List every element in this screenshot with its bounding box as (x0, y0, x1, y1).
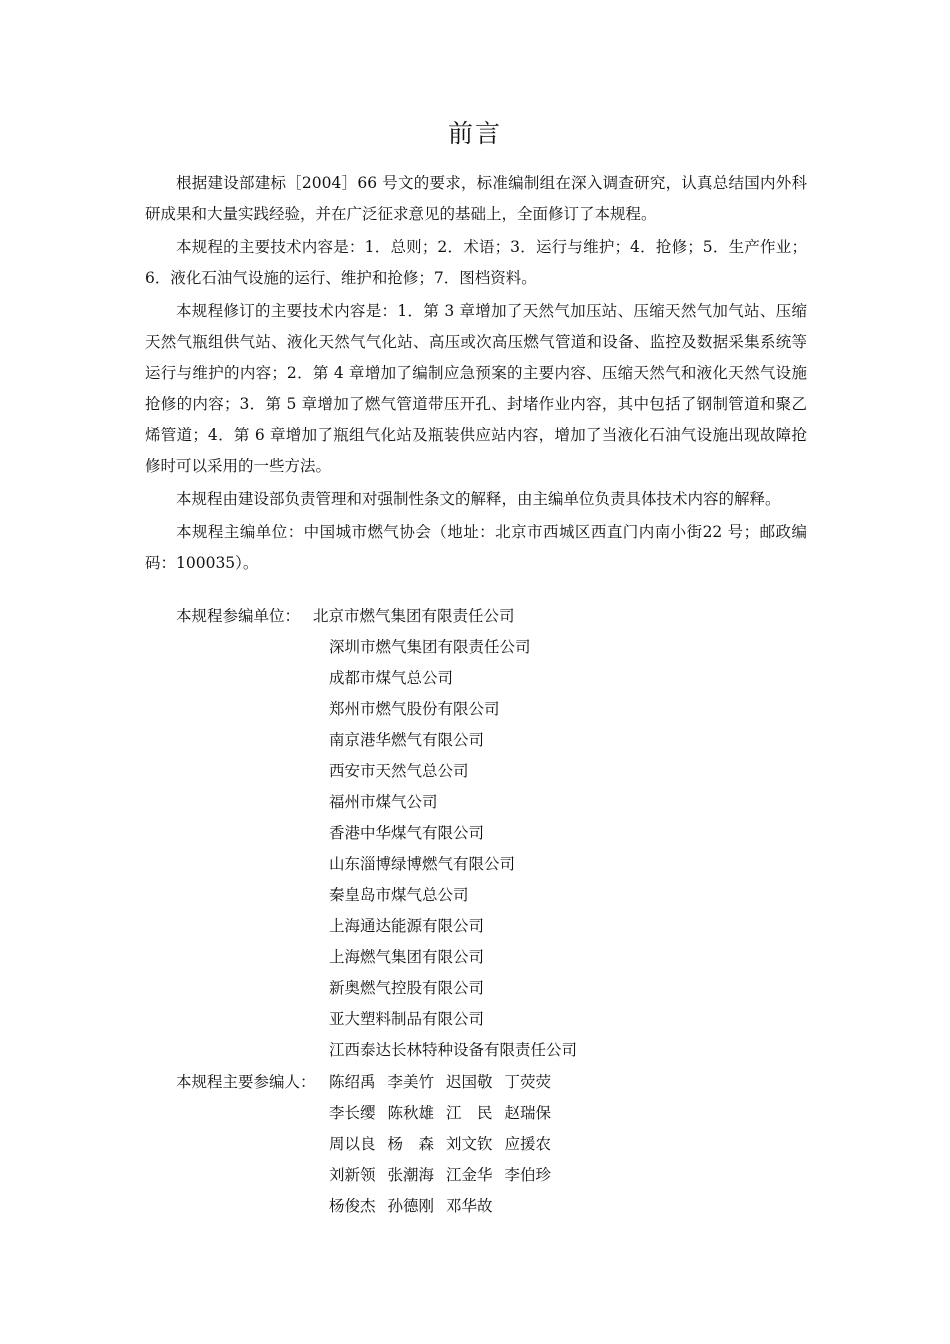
drafters-row (145, 1191, 807, 1222)
drafter-name: 邓华故 (446, 1197, 493, 1215)
participants-row (145, 663, 807, 694)
paragraph: 根据建设部建标［2004］66 号文的要求，标准编制组在深入调查研究，认真总结国内外科研成果和大量实践经验，并在广泛征求意见的基础上，全面修订了本规程。 (145, 174, 807, 223)
participants-row (145, 1035, 807, 1066)
participants-row (145, 632, 807, 663)
drafter-name: 李美竹 (387, 1073, 435, 1091)
paragraph: 本规程的主要技术内容是：1．总则；2．术语；3．运行与维护；4．抢修；5．生产作业；6．液化石油气设施的运行、维护和抢修；7．图档资料。 (145, 238, 807, 287)
paragraph: 本规程由建设部负责管理和对强制性条文的解释，由主编单位负责具体技术内容的解释。 (176, 490, 781, 508)
page-title: 前言 (447, 119, 502, 148)
participant-item: 成都市煤气总公司 (329, 669, 454, 687)
participant-item: 深圳市燃气集团有限责任公司 (329, 638, 531, 656)
participants-row (145, 694, 807, 725)
drafters-row (145, 1067, 807, 1098)
drafter-name: 赵瑞保 (504, 1104, 552, 1122)
participants-row (145, 756, 807, 787)
participant-item: 亚大塑料制品有限公司 (329, 1010, 485, 1028)
drafter-name: 迟国敬 (446, 1073, 493, 1091)
paragraph: 本规程主编单位：中国城市燃气协会（地址：北京市西城区西直门内南小街22 号；邮政编码：100035）。 (145, 523, 807, 572)
participants-row (145, 601, 807, 632)
participants-row (145, 1004, 807, 1035)
participant-item: 山东淄博绿博燃气有限公司 (329, 855, 516, 873)
participants-row (145, 818, 807, 849)
drafter-name: 孙德刚 (387, 1197, 435, 1215)
drafter-name: 周以良 (329, 1135, 376, 1153)
drafter-name: 刘新领 (329, 1166, 376, 1184)
preface-body (145, 168, 807, 581)
drafters-row (145, 1129, 807, 1160)
drafter-name: 杨俊杰 (329, 1197, 376, 1215)
drafter-name: 刘文钦 (446, 1135, 493, 1153)
participant-item: 西安市天然气总公司 (329, 762, 469, 780)
drafters-row (145, 1098, 807, 1129)
participants-list (145, 601, 807, 1066)
participant-item: 上海通达能源有限公司 (329, 917, 485, 935)
participant-item: 秦皇岛市煤气总公司 (329, 886, 469, 904)
drafters-label: 本规程主要参编人： (176, 1073, 316, 1091)
participant-item: 香港中华煤气有限公司 (329, 824, 485, 842)
drafters-list (145, 1067, 807, 1222)
participant-item: 江西泰达长林特种设备有限责任公司 (329, 1041, 578, 1059)
participants-row (145, 942, 807, 973)
drafters-row (145, 1160, 807, 1191)
drafters-names (329, 1160, 563, 1191)
participant-item: 福州市煤气公司 (329, 793, 438, 811)
participants-row (145, 911, 807, 942)
participant-item: 新奥燃气控股有限公司 (329, 979, 485, 997)
participants-row (145, 787, 807, 818)
drafter-name: 张潮海 (387, 1166, 435, 1184)
drafters-names (329, 1067, 563, 1098)
participants-row (145, 973, 807, 1004)
participant-item: 郑州市燃气股份有限公司 (329, 700, 500, 718)
drafters-names (329, 1129, 563, 1160)
participants-row (145, 880, 807, 911)
drafters-names (329, 1098, 563, 1129)
drafter-name: 陈绍禹 (329, 1073, 376, 1091)
participants-label: 本规程参编单位： (176, 607, 301, 625)
participant-item: 北京市燃气集团有限责任公司 (313, 607, 515, 625)
participant-item: 南京港华燃气有限公司 (329, 731, 485, 749)
participants-row (145, 849, 807, 880)
drafter-name: 李伯珍 (504, 1166, 552, 1184)
drafter-name: 应援农 (504, 1135, 552, 1153)
drafter-name: 江金华 (446, 1166, 493, 1184)
paragraph: 本规程修订的主要技术内容是：1．第 3 章增加了天然气加压站、压缩天然气加气站、压缩天然气瓶组供气站、液化天然气气化站、高压或次高压燃气管道和设备、监控及数据采集系统等运行与维护的内容；2．第 4 章增加了编制应急预案的主要内容、压缩天然气和液化天然气设施抢修的内容；3．第 5 章增加了燃气管道带压开孔、封堵作业内容，其中包括了钢制管道和聚乙烯管道；4．第 6 章增加了瓶组气化站及瓶装供应站内容，增加了当液化石油气设施出现故障抢修时可以采用的一些方法。 (145, 302, 807, 475)
drafter-name: 李长缨 (329, 1104, 376, 1122)
drafter-name: 丁荧荧 (504, 1073, 552, 1091)
drafter-name: 陈秋雄 (387, 1104, 435, 1122)
drafters-names (329, 1191, 505, 1222)
participants-row (145, 725, 807, 756)
drafter-name: 杨 森 (387, 1135, 435, 1153)
participant-item: 上海燃气集团有限公司 (329, 948, 485, 966)
drafter-name: 江 民 (446, 1104, 493, 1122)
